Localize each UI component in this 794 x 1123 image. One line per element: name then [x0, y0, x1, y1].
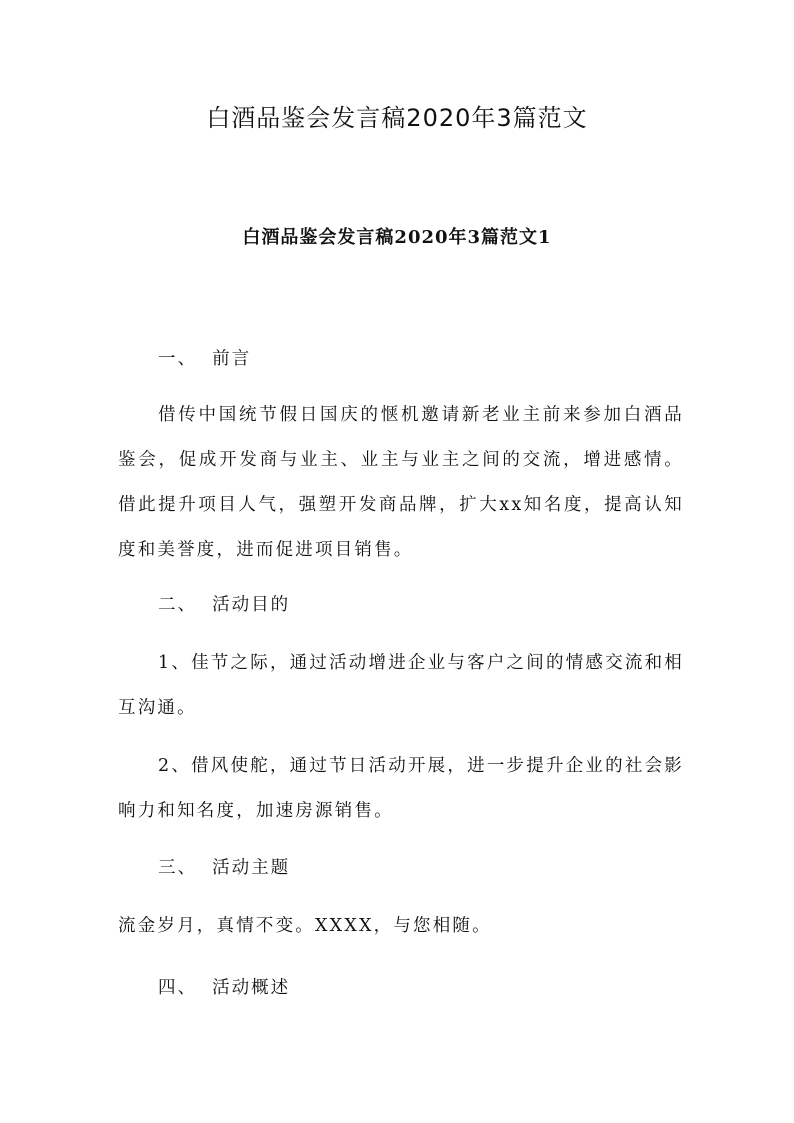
heading-theme: 三、 活动主题 — [158, 858, 291, 878]
paragraph-preface: 借传中国统节假日国庆的惬机邀请新老业主前来参加白酒品鉴会，促成开发商与业主、业主与业主之间的交流，增进感情。借此提升项目人气，强塑开发商品牌，扩大xx知名度，提高认知度和美誉度，进而促进项目销售。 — [118, 405, 684, 560]
heading-overview: 四、 活动概述 — [158, 978, 291, 998]
paragraph-purpose-2: 2、借风使舵，通过节日活动开展，进一步提升企业的社会影响力和知名度，加速房源销售。 — [118, 756, 684, 821]
paragraph-purpose-1: 1、佳节之际，通过活动增进企业与客户之间的情感交流和相互沟通。 — [118, 653, 684, 718]
paragraph-theme: 流金岁月，真情不变。XXXX，与您相随。 — [118, 916, 492, 936]
section-title: 白酒品鉴会发言稿2020年3篇范文1 — [242, 227, 552, 248]
heading-purpose: 二、 活动目的 — [158, 595, 291, 615]
heading-preface: 一、 前言 — [158, 349, 252, 369]
document-title: 白酒品鉴会发言稿2020年3篇范文 — [206, 104, 588, 132]
